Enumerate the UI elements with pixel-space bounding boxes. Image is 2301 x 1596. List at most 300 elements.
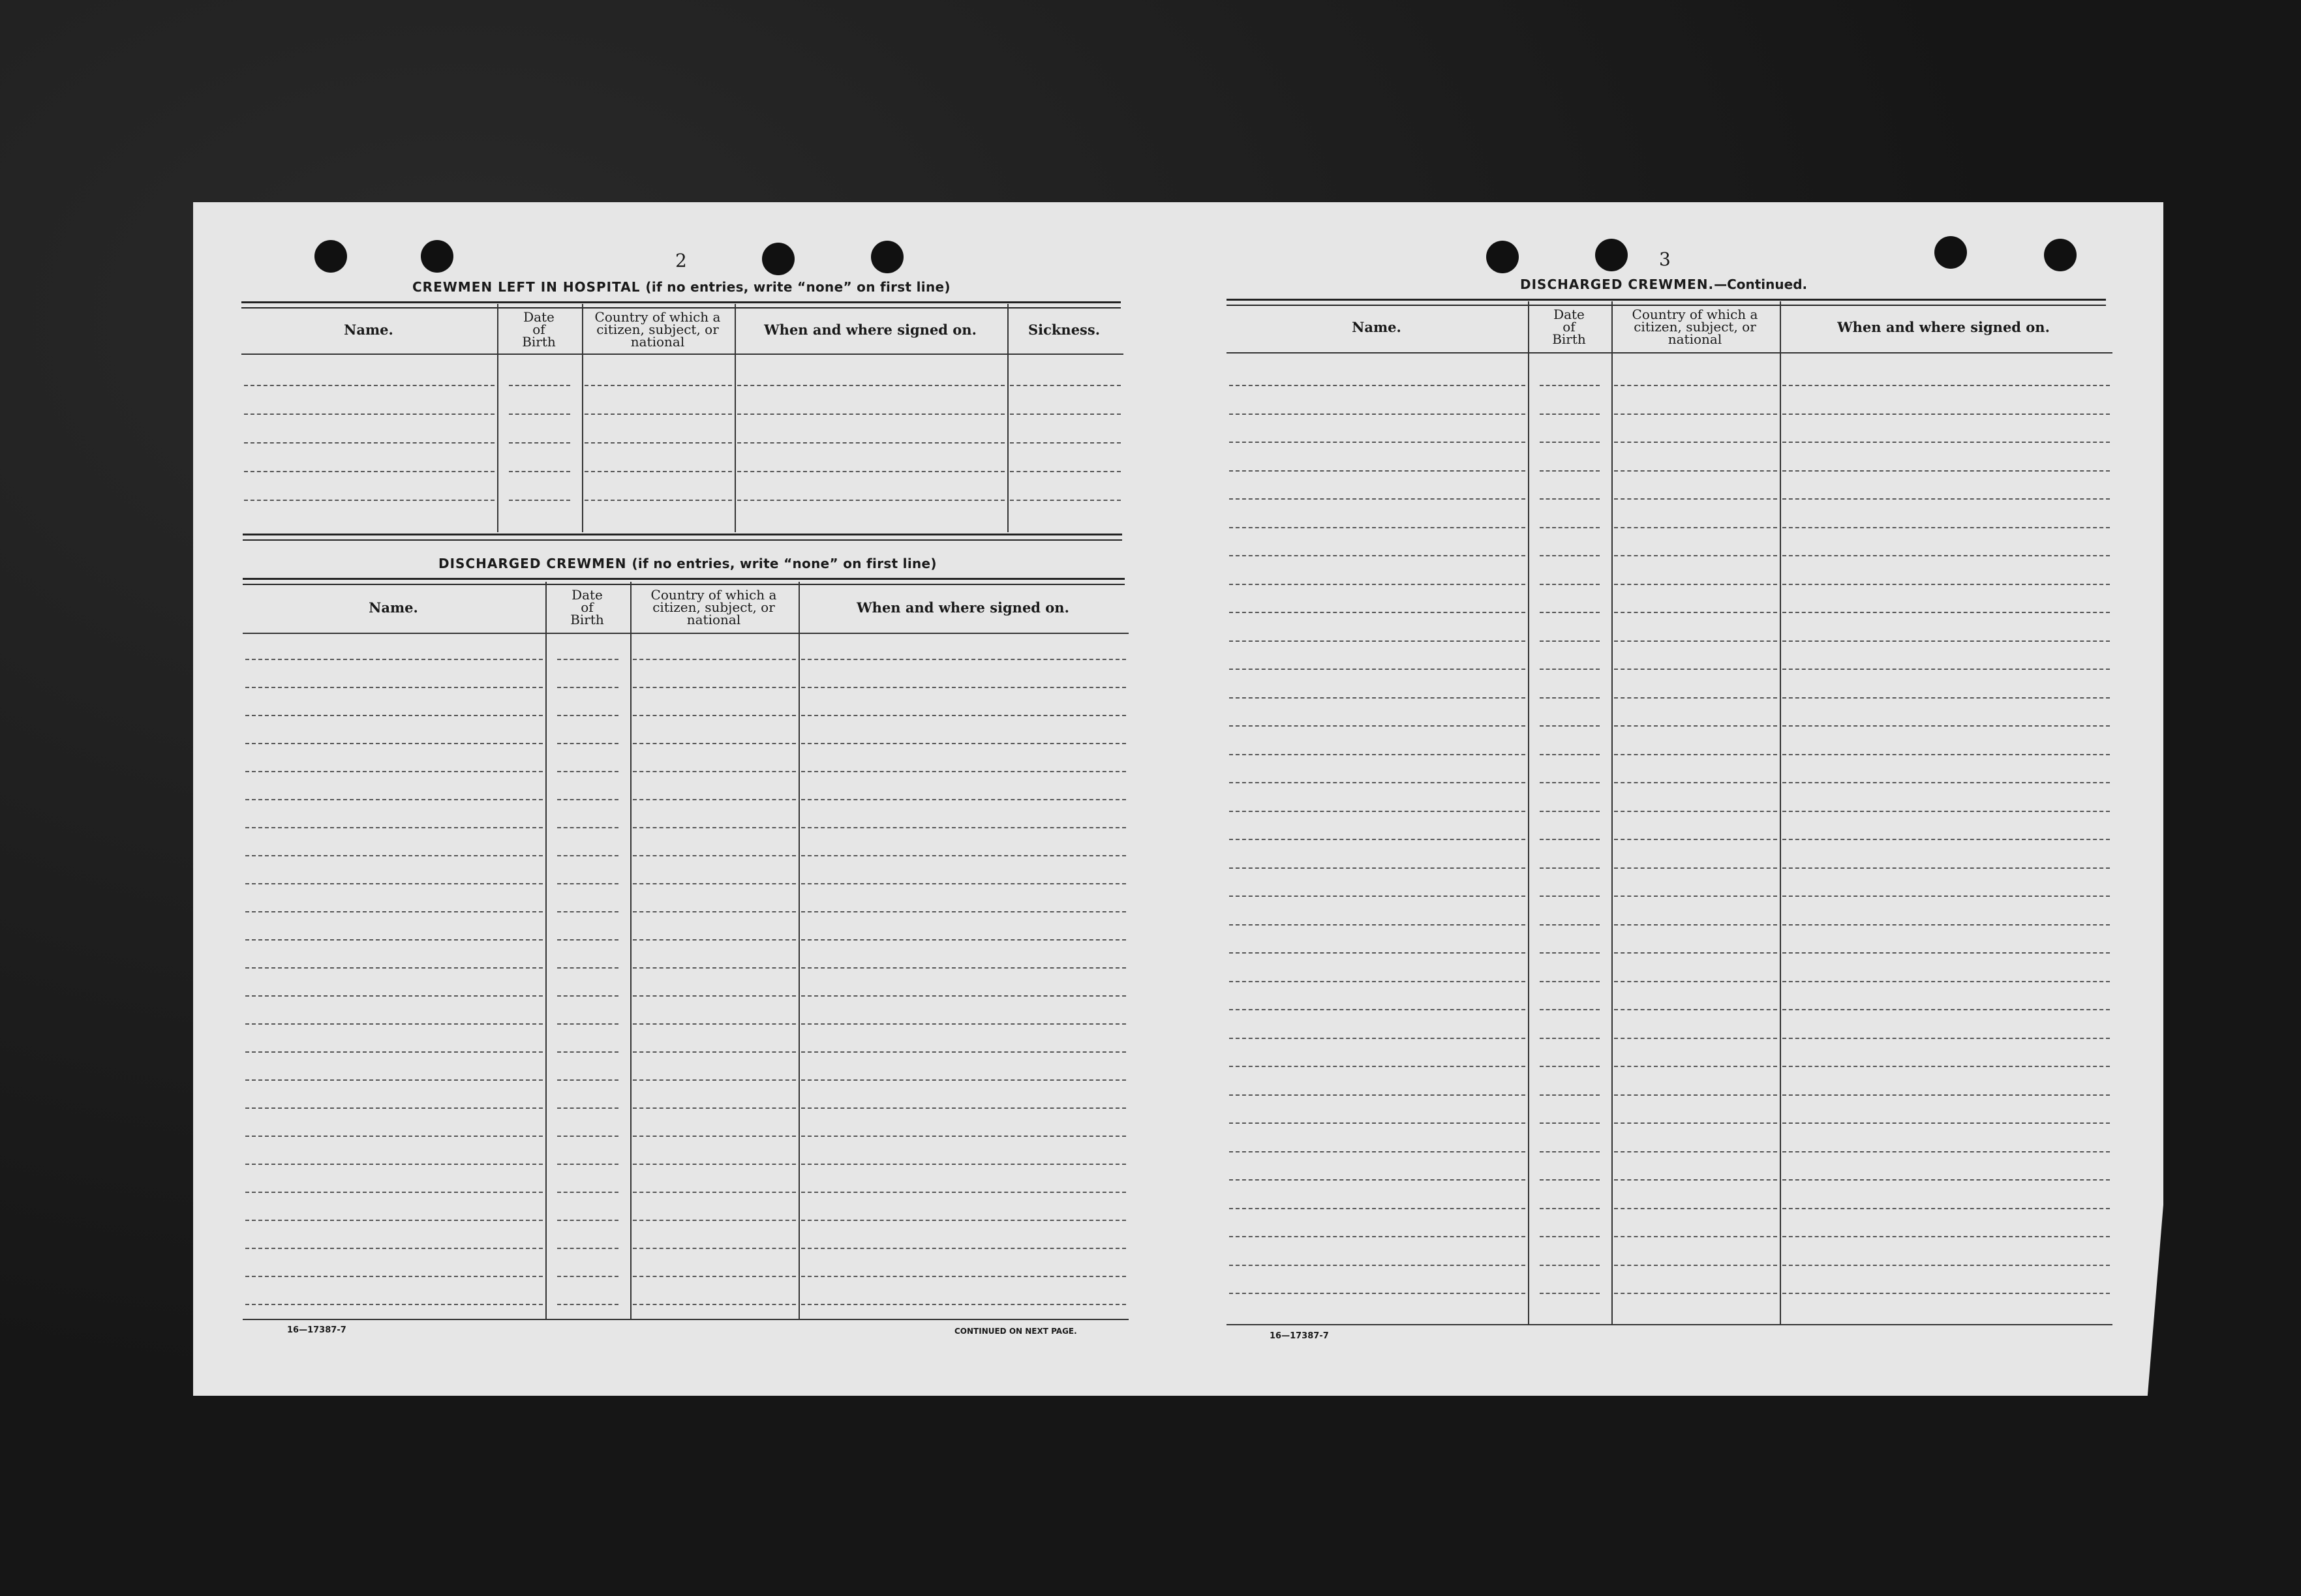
entry-line (1614, 1122, 1777, 1124)
form-code-right: 16—17387-7 (1270, 1331, 1329, 1341)
entry-line (1229, 839, 1525, 840)
entry-line (737, 385, 1005, 386)
entry-line (557, 967, 618, 969)
entry-line (1229, 1208, 1525, 1209)
column-divider (799, 582, 800, 1319)
entry-line (244, 385, 495, 386)
entry-line (1782, 385, 2110, 386)
entry-line (1614, 782, 1777, 783)
entry-line (737, 414, 1005, 415)
right-continued: —Continued. (1714, 277, 1808, 292)
entry-line (1540, 896, 1600, 897)
entry-line (1782, 1208, 2110, 1209)
entry-line (1614, 1151, 1777, 1152)
entry-line (557, 1164, 618, 1165)
entry-line (245, 687, 543, 688)
entry-line (1540, 981, 1600, 982)
entry-line (1540, 839, 1600, 840)
entry-line (1540, 924, 1600, 926)
column-divider (1528, 301, 1529, 1324)
col-header-country: Country of which a citizen, subject, or national (594, 309, 721, 350)
discharged-instruction: (if no entries, write “none” on first line) (632, 556, 937, 571)
entry-line (801, 1107, 1126, 1109)
entry-line (1782, 414, 2110, 415)
entry-line (633, 1164, 796, 1165)
entry-line (1229, 498, 1525, 500)
entry-line (557, 1051, 618, 1053)
entry-line (801, 771, 1126, 772)
punch-hole (762, 243, 795, 275)
punch-hole (1595, 239, 1628, 271)
entry-line (801, 1023, 1126, 1025)
page-number-left: 2 (675, 250, 687, 271)
entry-line (801, 967, 1126, 969)
entry-line (801, 827, 1126, 828)
entry-line (1782, 1066, 2110, 1067)
entry-line (1540, 1009, 1600, 1010)
entry-line (1540, 1038, 1600, 1039)
hospital-title-text: CREWMEN LEFT IN HOSPITAL (412, 279, 641, 295)
col-header-name: Name. (1352, 318, 1401, 335)
punch-hole (871, 241, 904, 273)
entry-line (1614, 584, 1777, 585)
entry-line (633, 939, 796, 941)
entry-line (557, 995, 618, 997)
entry-line (1229, 1094, 1525, 1096)
entry-line (1010, 471, 1121, 472)
entry-line (585, 385, 732, 386)
entry-line (1540, 385, 1600, 386)
entry-line (1614, 498, 1777, 500)
entry-line (244, 500, 495, 501)
entry-line (1229, 555, 1525, 556)
entry-line (801, 911, 1126, 912)
entry-line (633, 1136, 796, 1137)
entry-line (1782, 669, 2110, 670)
entry-line (245, 799, 543, 800)
entry-line (1782, 1009, 2110, 1010)
entry-line (557, 911, 618, 912)
entry-line (1782, 640, 2110, 642)
entry-line (1229, 725, 1525, 727)
entry-line (557, 771, 618, 772)
entry-line (1782, 1038, 2110, 1039)
entry-line (1229, 470, 1525, 472)
entry-line (1540, 1151, 1600, 1152)
entry-line (633, 1220, 796, 1221)
column-divider (545, 582, 547, 1319)
column-divider (1611, 301, 1613, 1324)
discharged-title-text: DISCHARGED CREWMEN (438, 556, 627, 571)
entry-line (1614, 1038, 1777, 1039)
entry-line (1782, 498, 2110, 500)
entry-line (1229, 669, 1525, 670)
entry-line (801, 1136, 1126, 1137)
entry-line (509, 500, 570, 501)
entry-line (245, 883, 543, 884)
discharged-top-rule (243, 534, 1122, 541)
header-underline (241, 354, 1123, 355)
table-bottom-rule (1227, 1324, 2112, 1325)
col-header-country: Country of which a citizen, subject, or national (650, 586, 777, 627)
entry-line (1010, 414, 1121, 415)
entry-line (1229, 1038, 1525, 1039)
right-section-title (1520, 277, 1807, 292)
entry-line (1540, 1122, 1600, 1124)
entry-line (1229, 584, 1525, 585)
entry-line (1782, 697, 2110, 699)
entry-line (1782, 470, 2110, 472)
right-title-text: DISCHARGED CREWMEN. (1520, 277, 1714, 292)
entry-line (1229, 754, 1525, 755)
col-header-dob: Date of Birth (1552, 306, 1586, 347)
hospital-section-title (412, 279, 951, 295)
header-underline (1227, 352, 2112, 354)
entry-line (1540, 1236, 1600, 1237)
entry-line (633, 799, 796, 800)
entry-line (1540, 1179, 1600, 1181)
punch-hole (314, 240, 347, 273)
entry-line (633, 1276, 796, 1277)
entry-line (1540, 1208, 1600, 1209)
entry-line (633, 827, 796, 828)
entry-line (1229, 952, 1525, 954)
entry-line (244, 414, 495, 415)
entry-line (245, 1248, 543, 1249)
punch-hole (1486, 241, 1519, 273)
entry-line (633, 883, 796, 884)
entry-line (801, 1164, 1126, 1165)
header-underline (243, 633, 1129, 634)
entry-line (1782, 924, 2110, 926)
entry-line (1540, 1265, 1600, 1266)
entry-line (1540, 1293, 1600, 1294)
entry-line (1540, 952, 1600, 954)
entry-line (1540, 470, 1600, 472)
entry-line (1229, 811, 1525, 812)
entry-line (557, 1304, 618, 1305)
entry-line (633, 1107, 796, 1109)
entry-line (1540, 754, 1600, 755)
entry-line (1614, 385, 1777, 386)
entry-line (557, 1220, 618, 1221)
punch-hole (1934, 236, 1967, 269)
entry-line (1540, 725, 1600, 727)
entry-line (245, 967, 543, 969)
entry-line (1010, 385, 1121, 386)
entry-line (1614, 555, 1777, 556)
entry-line (1614, 1094, 1777, 1096)
entry-line (245, 1192, 543, 1193)
col-header-signed: When and where signed on. (1837, 318, 2050, 335)
entry-line (1229, 1179, 1525, 1181)
entry-line (1782, 612, 2110, 613)
entry-line (1782, 782, 2110, 783)
entry-line (1614, 896, 1777, 897)
entry-line (633, 771, 796, 772)
entry-line (1782, 952, 2110, 954)
entry-line (557, 715, 618, 716)
entry-line (1540, 640, 1600, 642)
entry-line (557, 799, 618, 800)
entry-line (633, 659, 796, 660)
col-header-sickness: Sickness. (1028, 321, 1101, 338)
entry-line (633, 1079, 796, 1081)
entry-line (1614, 414, 1777, 415)
entry-line (245, 1304, 543, 1305)
entry-line (557, 1107, 618, 1109)
form-code-left: 16—17387-7 (287, 1325, 346, 1335)
entry-line (1229, 527, 1525, 528)
entry-line (585, 500, 732, 501)
entry-line (1229, 414, 1525, 415)
entry-line (801, 1051, 1126, 1053)
entry-line (1614, 1009, 1777, 1010)
entry-line (1540, 782, 1600, 783)
column-divider (582, 304, 583, 532)
col-header-dob: Date of Birth (522, 309, 556, 350)
entry-line (557, 1192, 618, 1193)
entry-line (245, 1276, 543, 1277)
entry-line (1229, 385, 1525, 386)
entry-line (1540, 697, 1600, 699)
punch-hole (421, 240, 453, 273)
entry-line (1540, 555, 1600, 556)
entry-line (1540, 527, 1600, 528)
entry-line (1229, 697, 1525, 699)
entry-line (1540, 414, 1600, 415)
entry-line (1614, 867, 1777, 869)
col-header-signed: When and where signed on. (857, 599, 1069, 616)
entry-line (244, 442, 495, 444)
entry-line (557, 883, 618, 884)
entry-line (633, 967, 796, 969)
entry-line (1782, 1122, 2110, 1124)
entry-line (1540, 584, 1600, 585)
entry-line (1540, 612, 1600, 613)
column-divider (1007, 304, 1009, 532)
entry-line (737, 442, 1005, 444)
entry-line (1229, 1122, 1525, 1124)
entry-line (557, 1276, 618, 1277)
page-number-right: 3 (1659, 248, 1671, 270)
entry-line (557, 939, 618, 941)
entry-line (1614, 527, 1777, 528)
entry-line (1540, 1094, 1600, 1096)
entry-line (801, 687, 1126, 688)
col-header-country: Country of which a citizen, subject, or national (1632, 306, 1758, 347)
entry-line (557, 1079, 618, 1081)
entry-line (245, 911, 543, 912)
entry-line (585, 414, 732, 415)
entry-line (557, 1023, 618, 1025)
entry-line (1229, 1236, 1525, 1237)
entry-line (801, 995, 1126, 997)
entry-line (633, 995, 796, 997)
entry-line (1782, 867, 2110, 869)
entry-line (633, 911, 796, 912)
entry-line (1229, 782, 1525, 783)
entry-line (585, 442, 732, 444)
entry-line (1782, 1179, 2110, 1181)
entry-line (1614, 470, 1777, 472)
entry-line (1614, 952, 1777, 954)
entry-line (633, 855, 796, 856)
entry-line (245, 855, 543, 856)
entry-line (801, 855, 1126, 856)
entry-line (557, 687, 618, 688)
entry-line (801, 1079, 1126, 1081)
entry-line (245, 715, 543, 716)
entry-line (801, 1248, 1126, 1249)
entry-line (1782, 839, 2110, 840)
table-bottom-rule (243, 1319, 1129, 1320)
entry-line (1229, 924, 1525, 926)
entry-line (245, 939, 543, 941)
column-divider (497, 304, 498, 532)
entry-line (245, 1079, 543, 1081)
entry-line (1540, 811, 1600, 812)
continued-note: CONTINUED ON NEXT PAGE. (954, 1327, 1077, 1336)
entry-line (1782, 1151, 2110, 1152)
entry-line (557, 827, 618, 828)
entry-line (245, 995, 543, 997)
entry-line (801, 1276, 1126, 1277)
discharged-section-title (438, 556, 937, 571)
entry-line (1782, 754, 2110, 755)
entry-line (633, 1304, 796, 1305)
entry-line (737, 471, 1005, 472)
entry-line (1614, 1236, 1777, 1237)
column-divider (630, 582, 632, 1319)
entry-line (1614, 754, 1777, 755)
entry-line (633, 687, 796, 688)
entry-line (1614, 612, 1777, 613)
entry-line (245, 827, 543, 828)
punch-hole (2044, 239, 2077, 271)
entry-line (1010, 500, 1121, 501)
entry-line (1614, 981, 1777, 982)
entry-line (1782, 981, 2110, 982)
entry-line (1229, 640, 1525, 642)
entry-line (1540, 1066, 1600, 1067)
entry-line (1229, 442, 1525, 443)
entry-line (245, 1136, 543, 1137)
col-header-dob: Date of Birth (570, 586, 604, 627)
entry-line (1614, 924, 1777, 926)
entry-line (1614, 811, 1777, 812)
entry-line (244, 471, 495, 472)
entry-line (509, 414, 570, 415)
column-divider (735, 304, 736, 532)
entry-line (1782, 896, 2110, 897)
entry-line (1229, 981, 1525, 982)
entry-line (1614, 1208, 1777, 1209)
entry-line (1614, 1293, 1777, 1294)
entry-line (801, 659, 1126, 660)
entry-line (633, 743, 796, 744)
entry-line (1614, 669, 1777, 670)
entry-line (801, 743, 1126, 744)
entry-line (245, 1051, 543, 1053)
entry-line (1782, 527, 2110, 528)
entry-line (737, 500, 1005, 501)
entry-line (633, 1023, 796, 1025)
col-header-signed: When and where signed on. (764, 321, 977, 338)
column-divider (1780, 301, 1781, 1324)
entry-line (245, 1023, 543, 1025)
entry-line (1229, 1151, 1525, 1152)
entry-line (1782, 725, 2110, 727)
entry-line (245, 743, 543, 744)
entry-line (801, 1220, 1126, 1221)
entry-line (557, 1136, 618, 1137)
entry-line (801, 1192, 1126, 1193)
col-header-name: Name. (344, 321, 393, 338)
entry-line (1010, 442, 1121, 444)
entry-line (585, 471, 732, 472)
entry-line (509, 442, 570, 444)
entry-line (1782, 584, 2110, 585)
entry-line (801, 939, 1126, 941)
entry-line (1229, 1293, 1525, 1294)
entry-line (557, 743, 618, 744)
entry-line (509, 385, 570, 386)
entry-line (1782, 555, 2110, 556)
entry-line (1614, 725, 1777, 727)
entry-line (1614, 1066, 1777, 1067)
entry-line (1540, 442, 1600, 443)
entry-line (1229, 896, 1525, 897)
entry-line (801, 883, 1126, 884)
entry-line (1782, 811, 2110, 812)
hospital-instruction: (if no entries, write “none” on first line) (645, 279, 951, 295)
entry-line (1229, 612, 1525, 613)
entry-line (1782, 1293, 2110, 1294)
entry-line (557, 1248, 618, 1249)
entry-line (801, 1304, 1126, 1305)
entry-line (245, 659, 543, 660)
entry-line (1782, 1094, 2110, 1096)
entry-line (801, 799, 1126, 800)
entry-line (633, 715, 796, 716)
entry-line (1614, 697, 1777, 699)
col-header-name: Name. (369, 599, 418, 616)
entry-line (633, 1192, 796, 1193)
entry-line (1229, 867, 1525, 869)
entry-line (1614, 442, 1777, 443)
entry-line (1782, 442, 2110, 443)
entry-line (1614, 1179, 1777, 1181)
entry-line (1614, 1265, 1777, 1266)
entry-line (245, 1164, 543, 1165)
entry-line (1614, 839, 1777, 840)
entry-line (633, 1051, 796, 1053)
entry-line (1540, 498, 1600, 500)
entry-line (245, 771, 543, 772)
entry-line (1782, 1265, 2110, 1266)
entry-line (633, 1248, 796, 1249)
entry-line (1540, 867, 1600, 869)
entry-line (1229, 1009, 1525, 1010)
entry-line (557, 855, 618, 856)
entry-line (1540, 669, 1600, 670)
entry-line (1229, 1066, 1525, 1067)
entry-line (509, 471, 570, 472)
entry-line (801, 715, 1126, 716)
entry-line (245, 1107, 543, 1109)
entry-line (245, 1220, 543, 1221)
